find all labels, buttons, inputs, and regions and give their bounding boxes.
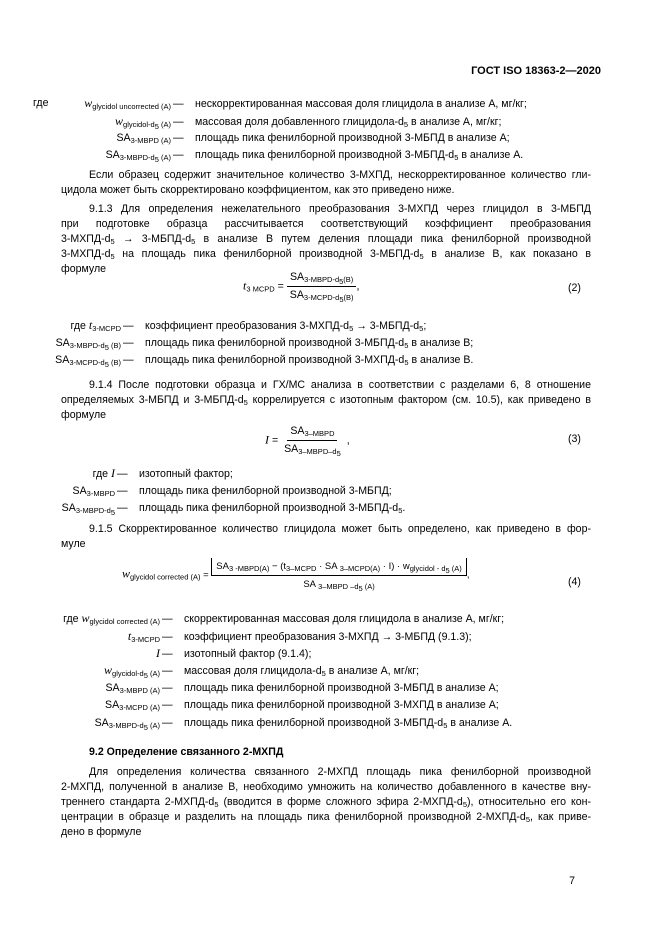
equation-number: (2) (568, 282, 581, 294)
standard-header: ГОСТ ISO 18363-2—2020 (471, 65, 601, 77)
definition-row: $w_{glycidol-d_5 (A)}$ — массовая доля глицидола-$d_5$ в анализе А, мг/кг; (104, 663, 420, 680)
equation-2: $t_{3 MCPD}$ = $\frac{SA_{3-MBPD-d_5(B)}}{SA_{3-MCPD-d_5(B)}}$ , (243, 271, 360, 304)
equation-number: (4) (568, 576, 581, 588)
definition-row: $SA_{3-MBPD-d_5}$ — площадь пика фенилборной производной $3-МБПД-d_5$. (61, 502, 406, 517)
definition-row: $t_{3-MCPD}$ — коэффициент преобразования 3-МХПД → 3-МБПД (9.1.3); (127, 629, 472, 644)
definition-row: где $w_{glycidol corrected (A)}$ — скорректированная массовая доля глицидола в анализе А, мг/кг; (63, 611, 505, 626)
paragraph-9-2: Для определения количества связанного 2-МХПД площадь пика фенилборной производной 2-МХПД, полученной в анализе В, необходимо умножить на количество добавленного в качестве вну- треннего стандарта $2-МХПД-d_5$ (вводится в форме сложного эфира $2-МХПД-d_5$), относительно его кон- центрации в образце и разделить на площадь пика фенилборной производной $2-МХПД-d_5$, как приве- дено в формуле (61, 766, 592, 838)
definition-row: $SA_{3-MBPD (A)}$ — площадь пика фенилборной производной 3-МБПД в анализе А; (116, 132, 510, 145)
where-label: где (33, 97, 49, 109)
fraction: $\frac{SA_{3-MBPD-d_5(B)}}{SA_{3-MCPD-d_5(B)}}$ (287, 270, 357, 303)
definition-row: $SA_{3-MBPD-d_5 (A)}$ — площадь пика фенилборной производной $3-МБПД-d_5$ в анализе А. (94, 717, 513, 732)
paragraph-9-1-3: 9.1.3 Для определения нежелательного преобразования 3-МХПД через глицидол в 3-МБПД при подготовке образца рассчитывается соответствующий коэффициент преобразования $3-МХПД-d_5$ → $3-МБПД-d_5$ в анализе В путем деления площади пика фенилборной производной $3-МХПД-d_5$ на площадь пика фенилборной производной $3-МБПД-d_5$ в анализе В, как показано в формуле (61, 203, 591, 275)
definition-row: $w_{glycidol-d_5 (A)}$ — массовая доля добавленного глицидола-$d_5$ в анализе А, мг/кг; (115, 114, 502, 131)
definition-row: $SA_{3-MBPD}$ — площадь пика фенилборной производной 3-МБПД; (72, 485, 392, 498)
section-heading: 9.2 Определение связанного 2-МХПД (89, 746, 284, 758)
definition-row: $SA_{3-MCPD (A)}$ — площадь пика фенилборной производной 3-МХПД в анализе А; (105, 699, 499, 712)
fraction: $\frac{SA_{3-MBPD}}{SA_{3-MBPD-d_5}}$ (284, 425, 341, 458)
equation-4: $w_{glycidol corrected (A)}$ = $SA_{3 -MBPD(A)} - (t_{3-MCPD}$ · SA $_{3-MCPD(A)} \cdot I) \cdot w_{glycidol - d_5 (A)}$ SA $_{3-MBPD -d_5 (A)}$ , (122, 558, 469, 592)
definition-row: $w_{glycidol uncorrected (A)}$ — нескорректированная массовая доля глицидола в анализе А, мг/кг; (84, 96, 527, 111)
fraction: $SA_{3 -MBPD(A)} - (t_{3-MCPD}$ · SA $_{3-MCPD(A)} \cdot I) \cdot w_{glycidol - d_5 (A)}$ SA $_{3-MBPD -d_5 (A)}$ (211, 558, 467, 592)
paragraph-1: Если образец содержит значительное количество 3-МХПД, нескорректированное количество гли- цидола может быть скорректировано коэффициентом, как это приведено ниже. (61, 169, 591, 196)
equation-3: I = $\frac{SA_{3-MBPD}}{SA_{3-MBPD-d_5}}$ , (265, 425, 350, 458)
definition-row: $SA_{3-MBPD-d_5 (A)}$ — площадь пика фенилборной производной $3-МБПД-d_5$ в анализе А. (105, 149, 524, 164)
equation-number: (3) (568, 433, 581, 445)
definition-row: $SA_{3-MBPD-d_5 (B)}$ — площадь пика фенилборной производной $3-МБПД-d_5$ в анализе В; (55, 337, 474, 352)
definition-row: где I — изотопный фактор; (92, 466, 233, 480)
definition-row: где $t_{3-MCPD}$ — коэффициент преобразования $3-МХПД-d_5$ → $3-МБПД-d_5$; (70, 318, 427, 333)
paragraph-9-1-4: 9.1.4 После подготовки образца и ГХ/МС анализа в соответствии с разделами 6, 8 отношение определяемых 3-МБПД и $3-МБПД-d_5$ коррелируется с изотопным фактором (см. 10.5), как приведено в формуле (61, 379, 591, 421)
page-number: 7 (569, 875, 575, 887)
paragraph-9-1-5: 9.1.5 Скорректированное количество глицидола может быть определено, как приведено в фор- муле (61, 523, 591, 550)
definition-row: $SA_{3-MBPD (A)}$ — площадь пика фенилборной производной 3-МБПД в анализе А; (105, 682, 499, 695)
definition-row: $SA_{3-MCPD-d_5 (B)}$ — площадь пика фенилборной производной $3-МХПД-d_5$ в анализе В. (55, 354, 474, 369)
definition-row: I — изотопный фактор (9.1.4); (156, 646, 312, 660)
